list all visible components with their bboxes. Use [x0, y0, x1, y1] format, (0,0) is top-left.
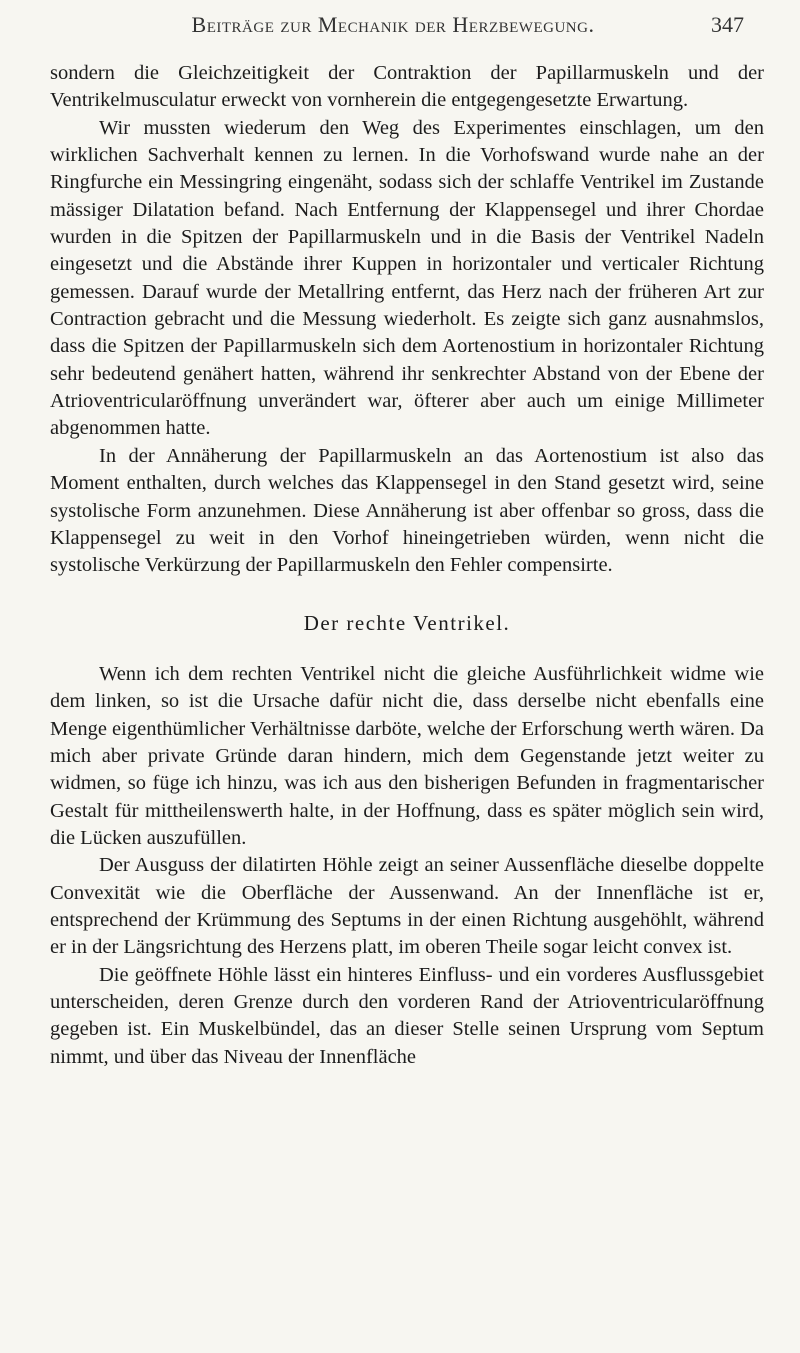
paragraph: Wir mussten wiederum den Weg des Experimentes einschlagen, um den wirklichen Sachverhalt kennen zu lernen. In die Vorhofswand wurde nahe an der Ringfurche ein Messingring eingenäht, sodass sich der schlaffe Ventrikel im Zustande mässiger Dilatation befand. Nach Entfernung der Klappensegel und ihrer Chordae wurden in die Spitzen der Papillarmuskeln und in die Basis der Ventrikel Nadeln eingesetzt und die Abstände ihrer Kuppen in horizontaler und verticaler Richtung gemessen. Darauf wurde der Metallring entfernt, das Herz nach der früheren Art zur Contraction gebracht und die Messung wiederholt. Es zeigte sich ganz ausnahmslos, dass die Spitzen der Papillarmuskeln sich dem Aortenostium in horizontaler Richtung sehr bedeutend genähert hatten, während ihr senkrechter Abstand von der Ebene der Atrioventricularöffnung unverändert war, öfterer aber auch um einige Millimeter abgenommen hatte.	[50, 116, 764, 440]
running-head	[42, 6, 744, 46]
body-text	[50, 60, 764, 1071]
paragraph: Die geöffnete Höhle lässt ein hinteres Einfluss- und ein vorderes Ausflussgebiet unterscheiden, deren Grenze durch den vorderen Rand der Atrioventricularöffnung gegeben ist. Ein Muskelbündel, das an dieser Stelle seinen Ursprung vom Septum nimmt, und über das Niveau der Innenfläche	[50, 963, 764, 1068]
section-heading: Der rechte Ventrikel.	[303, 610, 511, 635]
paragraph: Wenn ich dem rechten Ventrikel nicht die gleiche Ausführlichkeit widme wie dem linken, so ist die Ursache dafür nicht die, dass derselbe nicht ebenfalls eine Menge eigenthümlicher Verhältnisse darböte, welche der Erforschung werth wären. Da mich aber private Gründe daran hindern, mich dem Gegenstande jetzt weiter zu widmen, so füge ich hinzu, was ich aus den bisherigen Befunden in fragmentarischer Gestalt für mittheilenswerth halte, in der Hoffnung, dass es später möglich sein wird, die Lücken auszufüllen.	[50, 662, 765, 849]
paragraph: In der Annäherung der Papillarmuskeln an das Aortenostium ist also das Moment enthalten, durch welches das Klappensegel in den Stand gesetzt wird, seine systolische Form anzunehmen. Diese Annäherung ist aber offenbar so gross, dass die Klappensegel zu weit in den Vorhof hineingetrieben würden, wenn nicht die systolische Verkürzung der Papillarmuskeln den Fehler compensirte.	[50, 444, 764, 577]
paragraph: Der Ausguss der dilatirten Höhle zeigt an seiner Aussenfläche dieselbe doppelte Convexität wie die Oberfläche der Aussenwand. An der Innenfläche ist er, entsprechend der Krümmung des Septums in der einen Richtung ausgehöhlt, während er in der Längsrichtung des Herzens platt, im oberen Theile sogar leicht convex ist.	[50, 854, 764, 959]
paragraph: sondern die Gleichzeitigkeit der Contraktion der Papillarmuskeln und der Ventrikelmusculatur erweckt von vornherein die entgegengesetzte Erwartung.	[50, 62, 764, 112]
running-title: Beiträge zur Mechanik der Herzbewegung.	[191, 12, 595, 37]
page-number: 347	[711, 12, 744, 37]
